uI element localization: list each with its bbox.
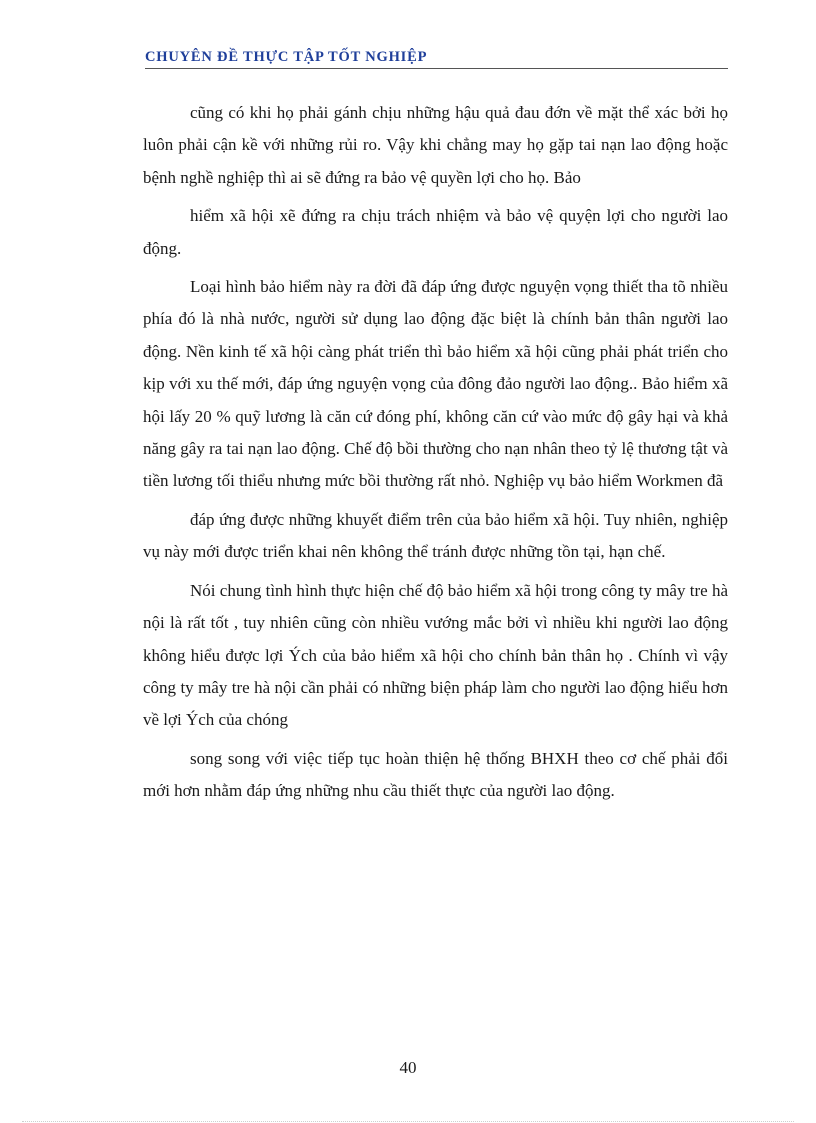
page-bottom-border xyxy=(22,1121,794,1122)
paragraph: song song với việc tiếp tục hoàn thiện hệ thống BHXH theo cơ chế phải đổi mới hơn nhằm đáp ứng những nhu cầu thiết thực của người lao động. xyxy=(143,748,728,801)
paragraph: Loại hình bảo hiểm này ra đời đã đáp ứng được nguyện vọng thiết tha tõ nhiều phía đó là nhà nước, người sử dụng lao động đặc biệt là chính bản thân người lao động. Nền kinh tế xã hội càng phát triển thì bảo hiểm xã hội cũng phải phát triển cho kịp với xu thế mới, đáp ứng nguyện vọng của đông đảo người lao động.. Bảo hiểm xã hội lấy 20 % quỹ lương là căn cứ đóng phí, không căn cứ vào mức độ gây hại và khả năng gây ra tai nạn lao động. Chế độ bồi thường cho nạn nhân theo tỷ lệ thương tật và tiền lương tối thiểu nhưng mức bồi thường rất nhỏ. Nghiệp vụ bảo hiểm Workmen đã xyxy=(143,277,728,491)
document-title: CHUYÊN ĐỀ THỰC TẬP TỐT NGHIỆP xyxy=(145,49,428,65)
body-text xyxy=(143,97,728,814)
paragraph: Nói chung tình hình thực hiện chế độ bảo hiểm xã hội trong công ty mây tre hà nội là rất tốt , tuy nhiên cũng còn nhiều vướng mắc bởi vì nhiều khi người lao động không hiểu được lợi Ých của bảo hiểm xã hội cho chính bản thân họ . Chính vì vậy công ty mây tre hà nội cần phải có những biện pháp làm cho người lao động hiểu hơn về lợi Ých của chóng xyxy=(143,580,728,730)
page-header xyxy=(145,48,728,69)
paragraph: cũng có khi họ phải gánh chịu những hậu quả đau đớn về mặt thể xác bởi họ luôn phải cận kề với những rủi ro. Vậy khi chẳng may họ gặp tai nạn lao động hoặc bệnh nghề nghiệp thì ai sẽ đứng ra bảo vệ quyền lợi cho họ. Bảo xyxy=(143,103,728,187)
paragraph: đáp ứng được những khuyết điểm trên của bảo hiểm xã hội. Tuy nhiên, nghiệp vụ này mới được triển khai nên không thể tránh được những tồn tại, hạn chế. xyxy=(143,509,728,562)
page-number: 40 xyxy=(399,1058,417,1077)
paragraph: hiểm xã hội xẽ đứng ra chịu trách nhiệm và bảo vệ quyện lợi cho người lao động. xyxy=(143,206,728,258)
